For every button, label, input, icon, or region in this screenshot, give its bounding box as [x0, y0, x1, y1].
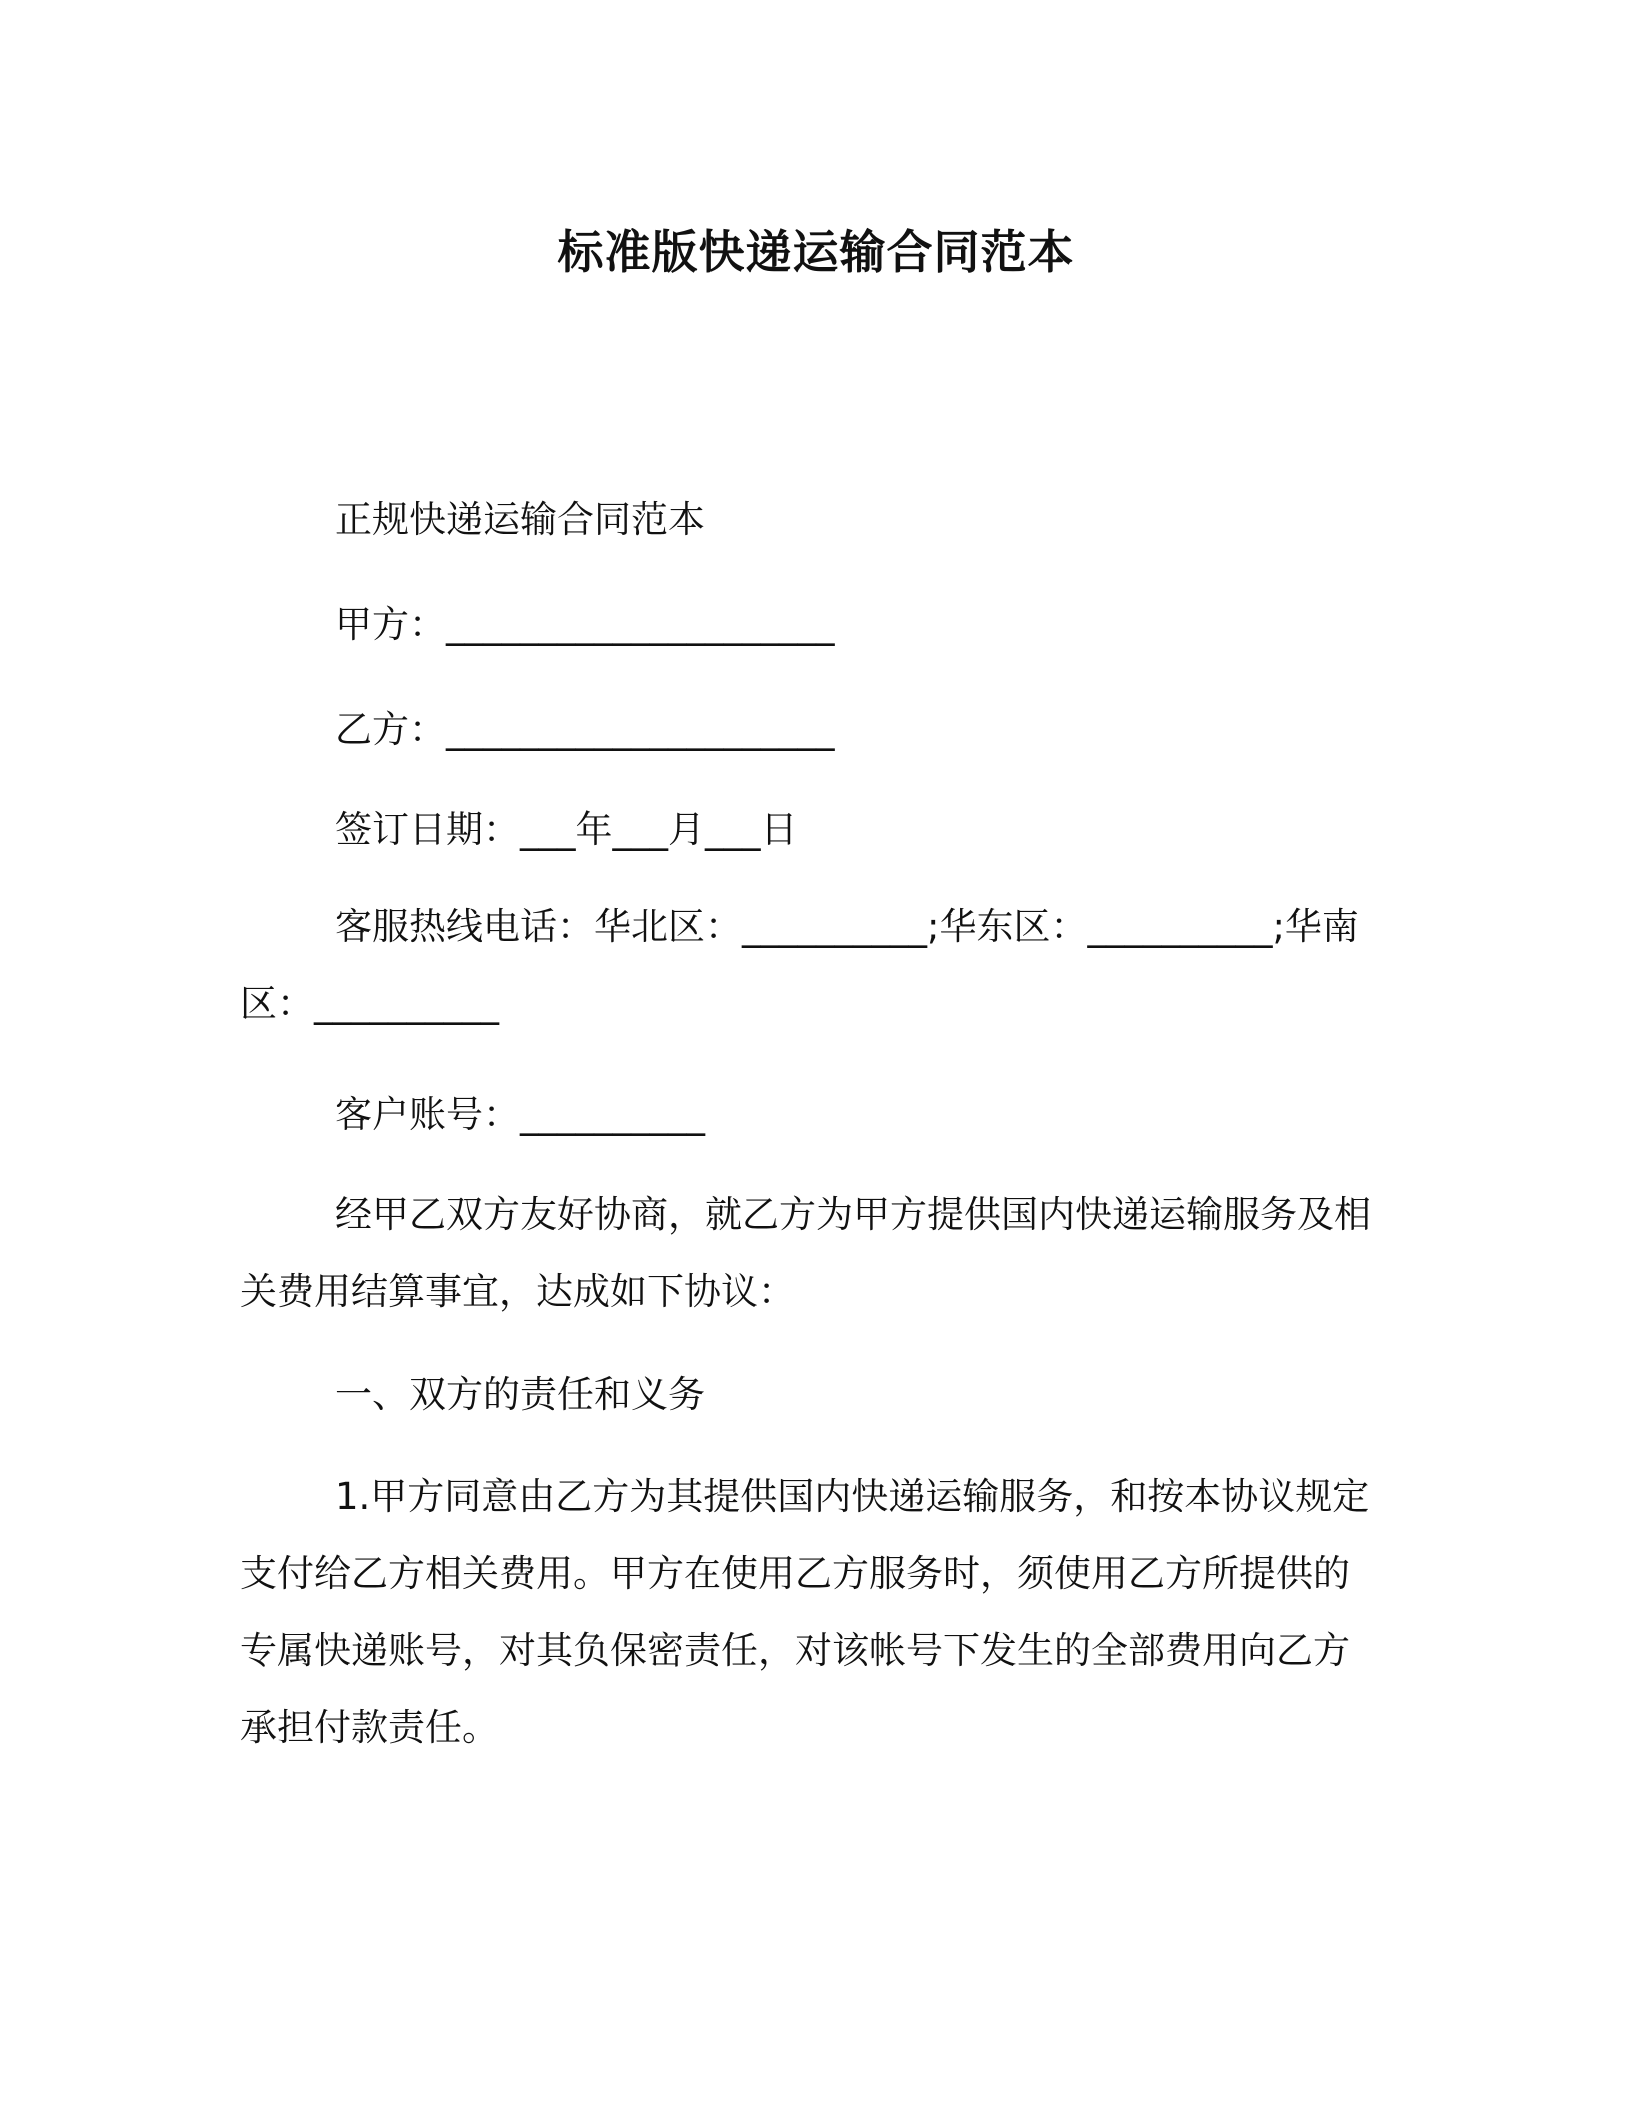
intro-paragraph: 经甲乙双方友好协商，就乙方为甲方提供国内快递运输服务及相关费用结算事宜，达成如下协议： [240, 1193, 1371, 1313]
sign-date-field: 签订日期：___年___月___日 [335, 808, 798, 851]
hotline-paragraph: 客服热线电话：华北区：__________;华东区：__________;华南区：__________ [240, 905, 1359, 1025]
clause-1-paragraph: 1.甲方同意由乙方为其提供国内快递运输服务，和按本协议规定支付给乙方相关费用。甲方在使用乙方服务时，须使用乙方所提供的专属快递账号，对其负保密责任，对该帐号下发生的全部费用向乙方承担付款责任。 [240, 1475, 1370, 1749]
account-field: 客户账号：__________ [335, 1093, 705, 1136]
document-subtitle: 正规快递运输合同范本 [335, 498, 705, 541]
section-1-heading: 一、双方的责任和义务 [335, 1373, 705, 1416]
party-b-field: 乙方：_____________________ [335, 708, 835, 751]
document-title: 标准版快递运输合同范本 [557, 225, 1075, 279]
party-a-field: 甲方：_____________________ [335, 603, 835, 646]
